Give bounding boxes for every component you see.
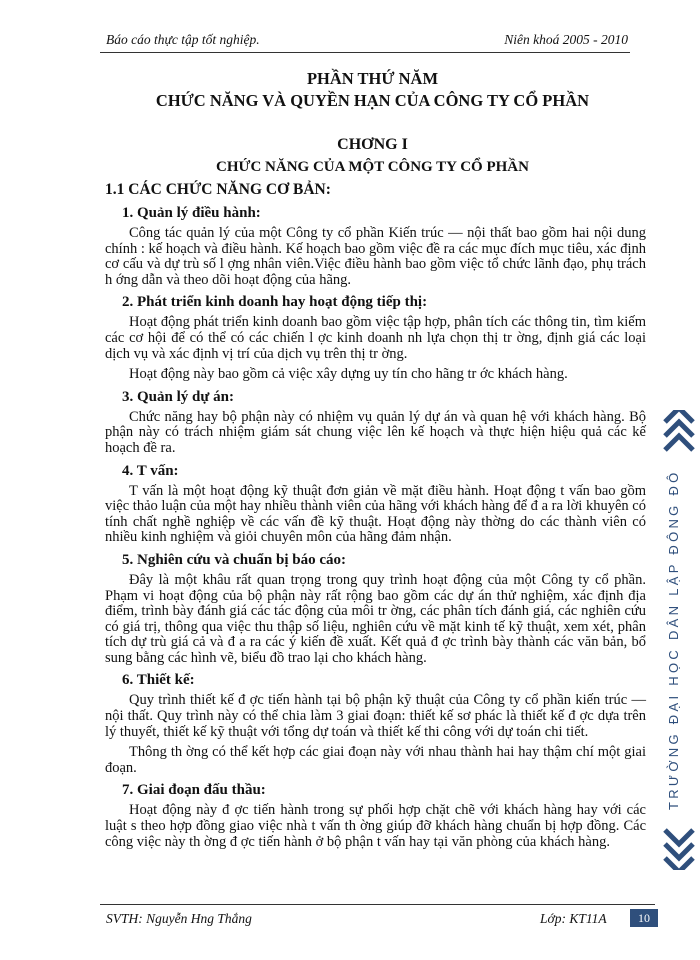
item-heading: 5. Nghiên cứu và chuẩn bị báo cáo: [122,551,347,568]
page-number: 10 [630,909,658,927]
chevron-up-decor-icon [662,410,696,460]
university-sidebar [660,410,700,930]
item-heading: 6. Thiết kế: [122,672,195,689]
item-paragraph: T vấn là một hoạt động kỹ thuật đơn giản về mặt điều hành. Hoạt động t vấn bao gồm việc thảo luận của một hay nhiều thành viên của hãng với khách hàng để đ a ra lời khuyên có tính chất nghề nghiệp về các vấn đề kỹ thuật. Hoạt động này thờng do các thành viên có nhiều kinh nghiệm và giỏi chuyên môn của hãng đảm nhận. [105,482,646,546]
item-paragraph: Thông th ờng có thể kết hợp các giai đoạn này với nhau thành hai hay thậm chí một giai đoạn. [105,744,646,776]
chapter-subtitle: CHỨC NĂNG CỦA MỘT CÔNG TY CỔ PHẦN [216,159,529,175]
chevron-down-decor-icon [662,820,696,870]
chapter-title: CHƠNG I [337,136,408,153]
section-heading: 1.1 CÁC CHỨC NĂNG CƠ BẢN: [105,181,331,198]
header-academic-year: Niên khoá 2005 - 2010 [504,32,628,47]
item-heading: 4. T vấn: [122,462,179,479]
item-paragraph: Quy trình thiết kế đ ợc tiến hành tại bộ phận kỹ thuật của Công ty cổ phần kiến trúc — nội thất. Quy trình này có thể chia làm 3 giai đoạn: thiết kế sơ phác là thiết kế đ ợc dựa trên lý thuyết, thiết kế kỹ thuật với tổng dự toán và thiết kế thi công với dự toán chi tiết. [105,692,646,740]
item-paragraph: Hoạt động này đ ợc tiến hành trong sự phối hợp chặt chẽ với khách hàng hay với các luật s theo hợp đồng giao việc nhà t vấn th ờng giúp đỡ khách hàng chuẩn bị hợp đồng. Các công việc này th ờng đ ợc tiến hành ở bộ phận t vấn hay tại văn phòng của khách hàng. [105,802,646,850]
header-report-title: Báo cáo thực tập tốt nghiệp. [106,32,260,47]
item-heading: 1. Quản lý điều hành: [122,205,261,221]
part-subtitle: CHỨC NĂNG VÀ QUYỀN HẠN CỦA CÔNG TY CỔ PHẦN [155,91,590,110]
item-paragraph: Công tác quản lý của một Công ty cổ phần Kiến trúc — nội thất bao gồm hai nội dung chính : kế hoạch và điều hành. Kế hoạch bao gồm việc đề ra các mục đích mục tiêu, xác định cơ cấu và dự trù số l ợng nhân viên.Việc điều hành bao gồm việc tổ chức lãnh đạo, phụ trách h ớng dẫn và theo dõi hoạt động của hãng. [105,225,646,288]
university-name: TRƯỜNG ĐẠI HỌC DÂN LẬP ĐÔNG ĐÔ [666,469,681,810]
footer-class: Lớp: KT11A [540,911,607,926]
item-heading: 7. Giai đoạn đấu thầu: [122,782,266,799]
item-heading: 2. Phát triển kinh doanh hay hoạt động tiếp thị: [122,294,428,311]
item-paragraph: Chức năng hay bộ phận này có nhiệm vụ quản lý dự án và quan hệ với khách hàng. Bộ phận này có trách nhiệm giám sát chung việc lên kế hoạch và thực hiện hiệu quả các kế hoạch đề ra. [105,408,646,456]
part-title: PHẦN THỨ NĂM [306,69,439,88]
footer-student: SVTH: Nguyễn Hng Thắng [106,911,252,926]
item-paragraph: Đây là một khâu rất quan trọng trong quy trình hoạt động của một Công ty cổ phần. Phạm vi hoạt động của bộ phận này rất rộng bao gồm các dự án thử nghiệm, xác định địa điểm, trình bày đánh giá các tác động của môi tr ờng, các phân tích đánh giá, các nghiên cứu có giá trị, thông qua việc thu thập số liệu, nghiên cứu về mặt kinh tế kỹ thuật, xem xét, phân tích dự trù giá cả và đ a ra các ý kiến đề xuất. Kết quả đ ợc trình bày thành các văn bản, bổ sung bằng các hình vẽ, biểu đồ trao lại cho khách hàng. [105,571,646,666]
page-header [100,30,630,53]
item-paragraph: Hoạt động phát triển kinh doanh bao gồm việc tập hợp, phân tích các thông tin, tìm kiếm các cơ hội để có thể có các chiến l ợc kinh doanh nh lựa chọn thị tr ờng, định giá các loại dịch vụ và xác định vị trí của dịch vụ trên thị tr ờng. [105,314,646,362]
item-heading: 3. Quản lý dự án: [122,388,234,405]
page-footer [100,904,655,927]
item-paragraph: Hoạt động này bao gồm cả việc xây dựng uy tín cho hãng tr ớc khách hàng. [129,366,568,383]
page-content [95,60,650,855]
